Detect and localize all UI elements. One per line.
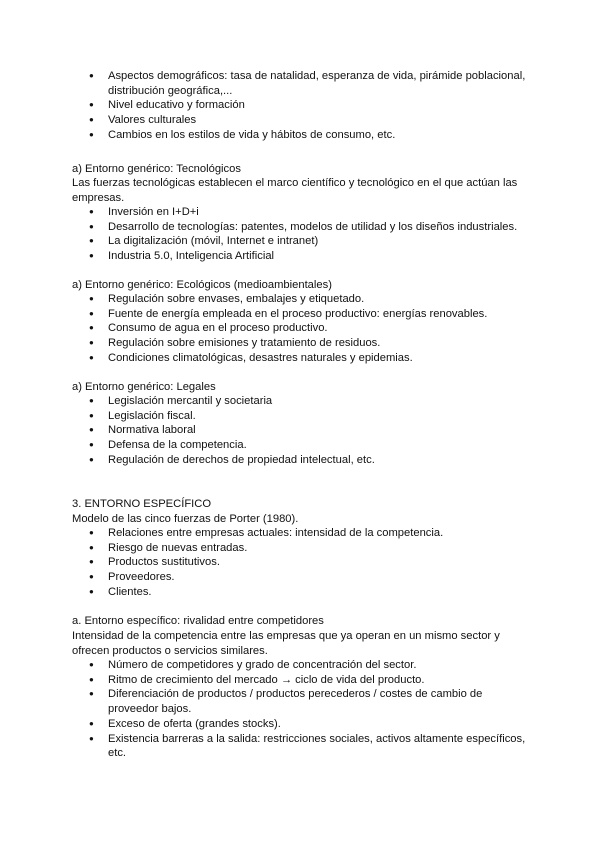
list-item: ● Exceso de oferta (grandes stocks). (72, 717, 532, 732)
list-item: ● Relaciones entre empresas actuales: intensidad de la competencia. (72, 526, 532, 541)
section-heading-ecologicos: a) Entorno genérico: Ecológicos (medioambientales) (72, 279, 332, 291)
especifico-list (72, 526, 532, 600)
list-item: ● Legislación fiscal. (72, 409, 532, 424)
section-heading-rivalidad: a. Entorno específico: rivalidad entre competidores (72, 615, 324, 627)
list-item: ● Normativa laboral (72, 423, 532, 438)
rivalidad-list (72, 658, 532, 761)
list-item: ● Regulación sobre envases, embalajes y etiquetado. (72, 292, 532, 307)
list-item: ● Regulación sobre emisiones y tratamiento de residuos. (72, 336, 532, 351)
tecnologicos-list (72, 205, 532, 264)
list-item: ● La digitalización (móvil, Internet e intranet) (72, 234, 532, 249)
list-item: ● Fuente de energía empleada en el proceso productivo: energías renovables. (72, 307, 532, 322)
list-item: ● Defensa de la competencia. (72, 438, 532, 453)
section-heading-especifico: 3. ENTORNO ESPECÍFICO (72, 498, 212, 510)
section-intro-rivalidad: Intensidad de la competencia entre las empresas que ya operan en un mismo sector y ofrecen productos o servicios similares. (72, 630, 500, 657)
list-item: ● Nivel educativo y formación (72, 98, 532, 113)
section-intro-tecnologicos: Las fuerzas tecnológicas establecen el marco científico y tecnológico en el que actúan las empresas. (72, 177, 518, 204)
list-item: ● Proveedores. (72, 570, 532, 585)
list-item: ● Cambios en los estilos de vida y hábitos de consumo, etc. (72, 128, 532, 143)
section-heading-tecnologicos: a) Entorno genérico: Tecnológicos (72, 163, 241, 175)
list-item: ● Ritmo de crecimiento del mercado → ciclo de vida del producto. (72, 673, 532, 688)
sociocultural-factors-list (72, 69, 532, 143)
list-item: ● Clientes. (72, 585, 532, 600)
list-item: ● Consumo de agua en el proceso productivo. (72, 321, 532, 336)
list-item: ● Productos sustitutivos. (72, 555, 532, 570)
list-item: ● Número de competidores y grado de concentración del sector. (72, 658, 532, 673)
list-item: ● Valores culturales (72, 113, 532, 128)
list-item: ● Inversión en I+D+i (72, 205, 532, 220)
list-item: ● Desarrollo de tecnologías: patentes, modelos de utilidad y los diseños industriales. (72, 220, 532, 235)
list-item: ● Legislación mercantil y societaria (72, 394, 532, 409)
list-item: ● Regulación de derechos de propiedad intelectual, etc. (72, 453, 532, 468)
list-item: ● Aspectos demográficos: tasa de natalidad, esperanza de vida, pirámide poblacional, distribución geográfica,... (72, 69, 532, 98)
list-item: ● Existencia barreras a la salida: restricciones sociales, activos altamente específicos, etc. (72, 732, 532, 761)
section-intro-especifico: Modelo de las cinco fuerzas de Porter (1980). (72, 513, 299, 525)
list-item: ● Riesgo de nuevas entradas. (72, 541, 532, 556)
list-item: ● Diferenciación de productos / productos perecederos / costes de cambio de proveedor bajos. (72, 687, 532, 716)
legales-list (72, 394, 532, 468)
ecologicos-list (72, 292, 532, 366)
list-item: ● Industria 5.0, Inteligencia Artificial (72, 249, 532, 264)
section-heading-legales: a) Entorno genérico: Legales (72, 381, 216, 393)
list-item: ● Condiciones climatológicas, desastres naturales y epidemias. (72, 351, 532, 366)
